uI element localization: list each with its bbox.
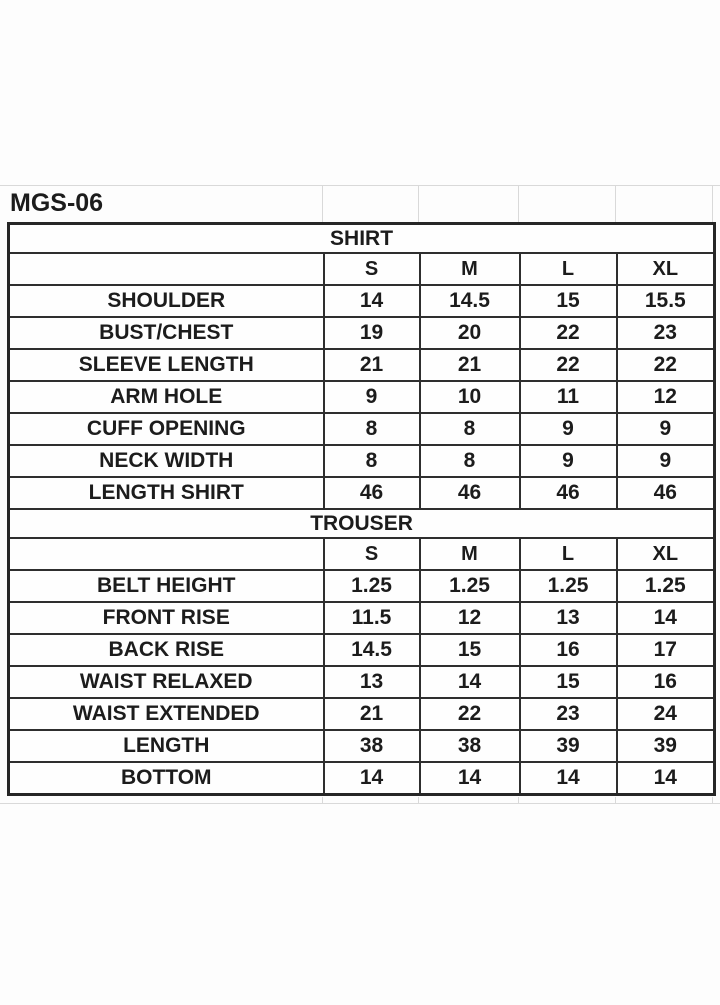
measurement-label: ARM HOLE bbox=[9, 381, 324, 413]
cell-value: 14.5 bbox=[420, 285, 520, 317]
gridline bbox=[0, 185, 720, 186]
cell-value: 11 bbox=[520, 381, 617, 413]
cell-value: 1.25 bbox=[617, 570, 715, 602]
cell-value: 14 bbox=[420, 762, 520, 795]
cell-value: 22 bbox=[420, 698, 520, 730]
table-row bbox=[9, 602, 715, 634]
cell-value: 15.5 bbox=[617, 285, 715, 317]
table-row bbox=[9, 730, 715, 762]
cell-value: 46 bbox=[617, 477, 715, 509]
measurement-label: WAIST RELAXED bbox=[9, 666, 324, 698]
table-row bbox=[9, 634, 715, 666]
size-header-l: L bbox=[520, 253, 617, 285]
measurement-label: LENGTH bbox=[9, 730, 324, 762]
cell-value: 46 bbox=[324, 477, 420, 509]
gridline bbox=[322, 186, 323, 222]
gridline bbox=[418, 186, 419, 222]
empty-corner-cell bbox=[9, 538, 324, 570]
gridline bbox=[518, 186, 519, 222]
size-header-m: M bbox=[420, 253, 520, 285]
table-row bbox=[9, 698, 715, 730]
measurement-label: LENGTH SHIRT bbox=[9, 477, 324, 509]
measurement-label: BACK RISE bbox=[9, 634, 324, 666]
cell-value: 12 bbox=[617, 381, 715, 413]
cell-value: 13 bbox=[520, 602, 617, 634]
measurement-label: SLEEVE LENGTH bbox=[9, 349, 324, 381]
cell-value: 46 bbox=[420, 477, 520, 509]
table-row bbox=[9, 666, 715, 698]
shirt-section-header: SHIRT bbox=[9, 224, 715, 254]
size-header-xl: XL bbox=[617, 253, 715, 285]
measurement-label: FRONT RISE bbox=[9, 602, 324, 634]
cell-value: 8 bbox=[420, 413, 520, 445]
measurement-label: CUFF OPENING bbox=[9, 413, 324, 445]
cell-value: 10 bbox=[420, 381, 520, 413]
table-row bbox=[9, 570, 715, 602]
empty-corner-cell bbox=[9, 253, 324, 285]
table-row bbox=[9, 253, 715, 285]
cell-value: 15 bbox=[420, 634, 520, 666]
table-row bbox=[9, 538, 715, 570]
cell-value: 38 bbox=[420, 730, 520, 762]
cell-value: 9 bbox=[617, 413, 715, 445]
measurement-label: BUST/CHEST bbox=[9, 317, 324, 349]
table-row bbox=[9, 477, 715, 509]
size-header-s: S bbox=[324, 253, 420, 285]
cell-value: 8 bbox=[324, 445, 420, 477]
cell-value: 15 bbox=[520, 285, 617, 317]
cell-value: 1.25 bbox=[520, 570, 617, 602]
cell-value: 14 bbox=[617, 762, 715, 795]
cell-value: 22 bbox=[520, 349, 617, 381]
table-row bbox=[9, 762, 715, 795]
size-header-l: L bbox=[520, 538, 617, 570]
measurement-label: WAIST EXTENDED bbox=[9, 698, 324, 730]
cell-value: 14 bbox=[520, 762, 617, 795]
cell-value: 19 bbox=[324, 317, 420, 349]
cell-value: 23 bbox=[520, 698, 617, 730]
measurement-label: BELT HEIGHT bbox=[9, 570, 324, 602]
cell-value: 38 bbox=[324, 730, 420, 762]
cell-value: 9 bbox=[324, 381, 420, 413]
measurement-label: SHOULDER bbox=[9, 285, 324, 317]
cell-value: 8 bbox=[324, 413, 420, 445]
gridline bbox=[615, 797, 616, 804]
table-row bbox=[9, 445, 715, 477]
size-header-s: S bbox=[324, 538, 420, 570]
gridline bbox=[0, 803, 720, 804]
size-header-m: M bbox=[420, 538, 520, 570]
cell-value: 22 bbox=[520, 317, 617, 349]
table-row bbox=[9, 285, 715, 317]
table-row bbox=[9, 509, 715, 538]
cell-value: 14.5 bbox=[324, 634, 420, 666]
cell-value: 9 bbox=[520, 445, 617, 477]
cell-value: 24 bbox=[617, 698, 715, 730]
style-code-title: MGS-06 bbox=[10, 189, 104, 217]
cell-value: 1.25 bbox=[324, 570, 420, 602]
cell-value: 39 bbox=[520, 730, 617, 762]
cell-value: 13 bbox=[324, 666, 420, 698]
table-row bbox=[9, 381, 715, 413]
cell-value: 14 bbox=[324, 285, 420, 317]
cell-value: 14 bbox=[420, 666, 520, 698]
cell-value: 12 bbox=[420, 602, 520, 634]
cell-value: 21 bbox=[324, 698, 420, 730]
table-row bbox=[9, 413, 715, 445]
gridline bbox=[712, 797, 713, 804]
table-row bbox=[9, 224, 715, 254]
measurement-label: BOTTOM bbox=[9, 762, 324, 795]
cell-value: 23 bbox=[617, 317, 715, 349]
cell-value: 20 bbox=[420, 317, 520, 349]
table-row bbox=[9, 349, 715, 381]
cell-value: 8 bbox=[420, 445, 520, 477]
size-chart-table bbox=[7, 222, 716, 796]
cell-value: 22 bbox=[617, 349, 715, 381]
cell-value: 39 bbox=[617, 730, 715, 762]
cell-value: 21 bbox=[420, 349, 520, 381]
cell-value: 14 bbox=[324, 762, 420, 795]
measurement-label: NECK WIDTH bbox=[9, 445, 324, 477]
gridline bbox=[615, 186, 616, 222]
table-row bbox=[9, 317, 715, 349]
gridline bbox=[418, 797, 419, 804]
gridline bbox=[322, 797, 323, 804]
cell-value: 17 bbox=[617, 634, 715, 666]
trouser-section-header: TROUSER bbox=[9, 509, 715, 538]
cell-value: 16 bbox=[617, 666, 715, 698]
size-header-xl: XL bbox=[617, 538, 715, 570]
cell-value: 46 bbox=[520, 477, 617, 509]
cell-value: 9 bbox=[617, 445, 715, 477]
cell-value: 14 bbox=[617, 602, 715, 634]
cell-value: 15 bbox=[520, 666, 617, 698]
gridline bbox=[518, 797, 519, 804]
cell-value: 11.5 bbox=[324, 602, 420, 634]
cell-value: 9 bbox=[520, 413, 617, 445]
cell-value: 1.25 bbox=[420, 570, 520, 602]
cell-value: 16 bbox=[520, 634, 617, 666]
cell-value: 21 bbox=[324, 349, 420, 381]
gridline bbox=[712, 186, 713, 222]
